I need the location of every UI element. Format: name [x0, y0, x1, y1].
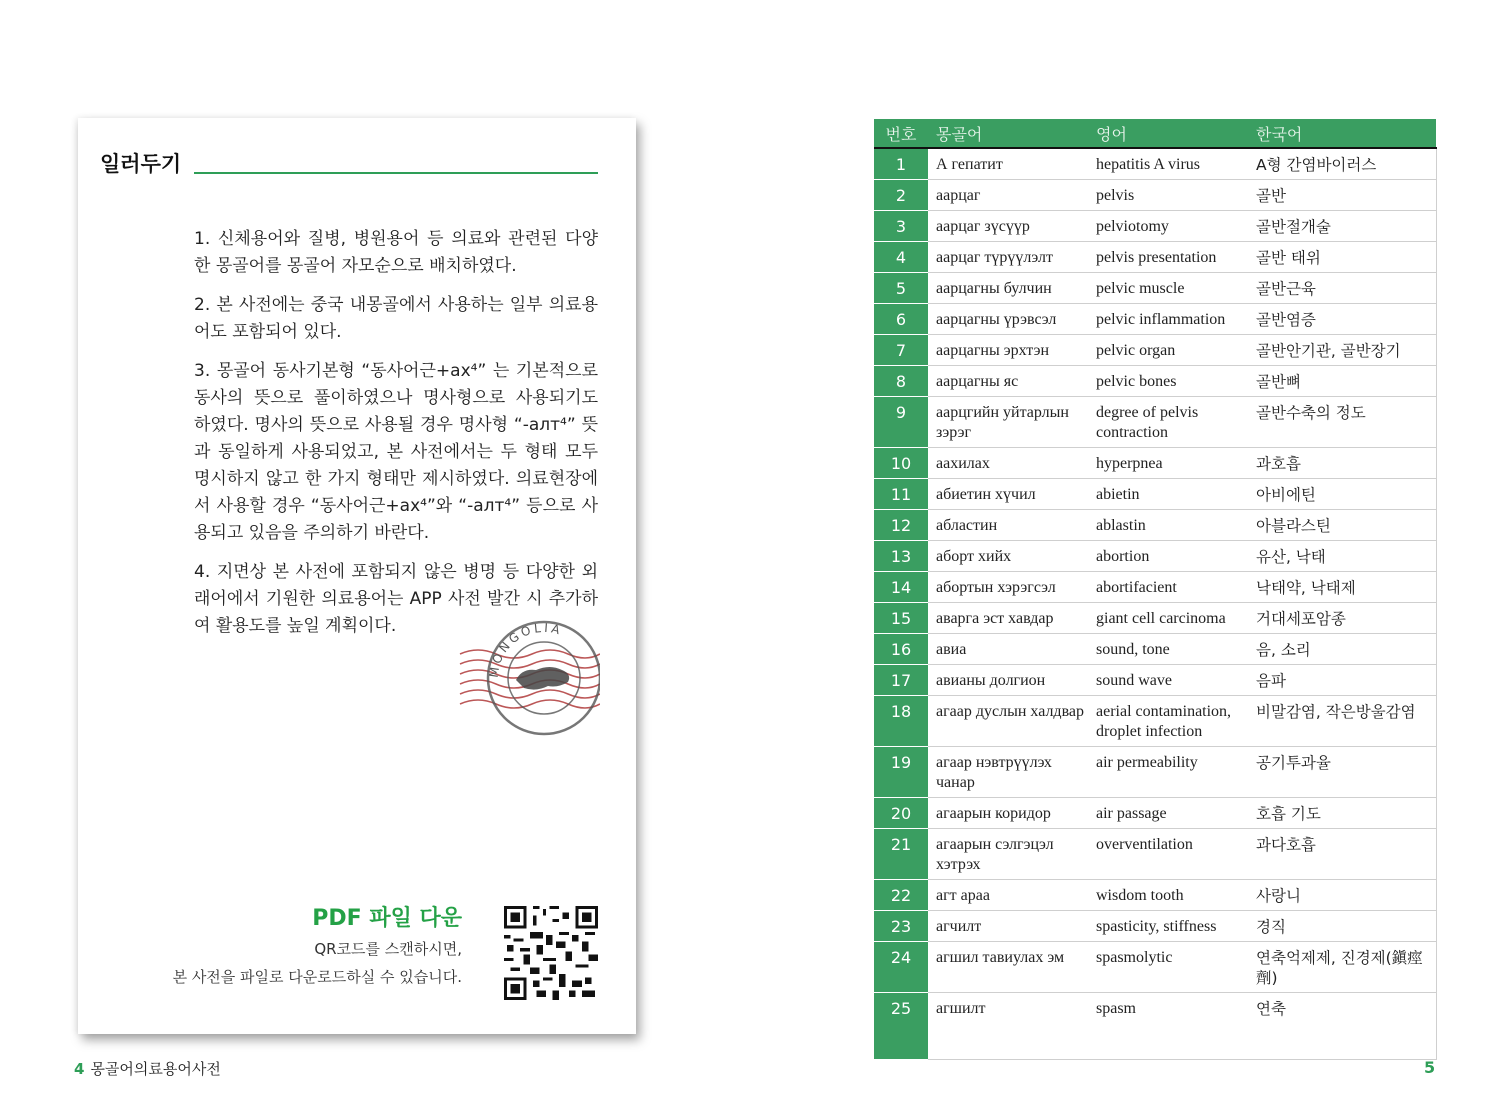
mongolian-term: абортын хэрэгсэл: [928, 572, 1088, 603]
korean-term: 골반수축의 정도: [1248, 397, 1436, 448]
row-number: 17: [874, 665, 928, 696]
table-row: [874, 634, 1436, 665]
row-number: 5: [874, 273, 928, 304]
row-number: 3: [874, 211, 928, 242]
row-number: 13: [874, 541, 928, 572]
korean-term: 연축억제제, 진경제(鎭痙劑): [1248, 942, 1436, 993]
section-title: 일러두기: [100, 152, 182, 176]
english-term: pelvic bones: [1088, 366, 1248, 397]
korean-term: 과호흡: [1248, 448, 1436, 479]
english-term: abietin: [1088, 479, 1248, 510]
mongolian-term: агаар дуслын халдвар: [928, 696, 1088, 747]
table-row: [874, 180, 1436, 211]
table-row: [874, 829, 1436, 880]
table-row: [874, 798, 1436, 829]
row-number: 2: [874, 180, 928, 211]
header-number: 번호: [874, 119, 928, 148]
note-item: 1. 신체용어와 질병, 병원용어 등 의료와 관련된 다양한 몽골어를 몽골어 자모순으로 배치하였다.: [194, 229, 598, 276]
pdf-download-title: PDF 파일 다운: [312, 906, 462, 931]
mongolian-term: абиетин хүчил: [928, 479, 1088, 510]
english-term: pelvic organ: [1088, 335, 1248, 366]
english-term: wisdom tooth: [1088, 880, 1248, 911]
qr-code-icon[interactable]: [504, 906, 598, 1000]
korean-term: 경직: [1248, 911, 1436, 942]
korean-term: 골반뼈: [1248, 366, 1436, 397]
row-number: 20: [874, 798, 928, 829]
book-title: 몽골어의료용어사전: [90, 1060, 221, 1078]
english-term: ablastin: [1088, 510, 1248, 541]
table-row: [874, 880, 1436, 911]
table-row: [874, 541, 1436, 572]
mongolian-term: авиа: [928, 634, 1088, 665]
table-row: [874, 448, 1436, 479]
table-row: [874, 148, 1436, 180]
english-term: air permeability: [1088, 747, 1248, 798]
korean-term: 공기투과율: [1248, 747, 1436, 798]
note-item: 4. 지면상 본 사전에 포함되지 않은 병명 등 다양한 외래어에서 기원한 의료용어는 APP 사전 발간 시 추가하여 활용도를 높일 계획이다.: [194, 562, 598, 636]
row-number: 14: [874, 572, 928, 603]
korean-term: 유산, 낙태: [1248, 541, 1436, 572]
row-number: 11: [874, 479, 928, 510]
korean-term: 골반안기관, 골반장기: [1248, 335, 1436, 366]
english-term: pelvic muscle: [1088, 273, 1248, 304]
english-term: pelvis presentation: [1088, 242, 1248, 273]
mongolian-term: авианы долгион: [928, 665, 1088, 696]
table-row: [874, 366, 1436, 397]
english-term: spasmolytic: [1088, 942, 1248, 993]
stamp-text: MONGOLIA: [486, 620, 565, 679]
mongolian-term: аарцагны эрхтэн: [928, 335, 1088, 366]
mongolian-term: аарцагны үрэвсэл: [928, 304, 1088, 335]
table-row: [874, 304, 1436, 335]
note-item: 2. 본 사전에는 중국 내몽골에서 사용하는 일부 의료용어도 포함되어 있다.: [194, 295, 598, 342]
mongolian-term: аарцагны яс: [928, 366, 1088, 397]
mongolian-term: аарцгийн уйтарлын зэрэг: [928, 397, 1088, 448]
english-term: air passage: [1088, 798, 1248, 829]
dictionary-table: [874, 119, 1437, 1060]
korean-term: 연축: [1248, 993, 1436, 1060]
row-number: 6: [874, 304, 928, 335]
mongolian-term: аборт хийх: [928, 541, 1088, 572]
mongolian-term: агшилт: [928, 993, 1088, 1060]
korean-term: 비말감염, 작은방울감염: [1248, 696, 1436, 747]
table-row: [874, 510, 1436, 541]
english-term: spasm: [1088, 993, 1248, 1060]
table-row: [874, 665, 1436, 696]
table-row: [874, 993, 1436, 1060]
pdf-instruction-line1: QR코드를 스캔하시면,: [314, 940, 462, 958]
row-number: 25: [874, 993, 928, 1060]
korean-term: 음, 소리: [1248, 634, 1436, 665]
table-row: [874, 242, 1436, 273]
english-term: overventilation: [1088, 829, 1248, 880]
row-number: 24: [874, 942, 928, 993]
table-row: [874, 696, 1436, 747]
table-row: [874, 911, 1436, 942]
row-number: 21: [874, 829, 928, 880]
header-english: 영어: [1088, 119, 1248, 148]
row-number: 12: [874, 510, 928, 541]
english-term: sound, tone: [1088, 634, 1248, 665]
english-term: hepatitis A virus: [1088, 148, 1248, 180]
mongolian-term: аарцагны булчин: [928, 273, 1088, 304]
mongolian-term: агаар нэвтрүүлэх чанар: [928, 747, 1088, 798]
english-term: abortion: [1088, 541, 1248, 572]
english-term: aerial contamination, droplet infection: [1088, 696, 1248, 747]
table-row: [874, 572, 1436, 603]
mongolian-term: агаарын коридор: [928, 798, 1088, 829]
table-row: [874, 211, 1436, 242]
table-row: [874, 603, 1436, 634]
english-term: abortifacient: [1088, 572, 1248, 603]
mongolian-term: аарцаг түрүүлэлт: [928, 242, 1088, 273]
row-number: 7: [874, 335, 928, 366]
row-number: 10: [874, 448, 928, 479]
pdf-instruction-line2: 본 사전을 파일로 다운로드하실 수 있습니다.: [172, 968, 462, 986]
row-number: 18: [874, 696, 928, 747]
row-number: 9: [874, 397, 928, 448]
mongolian-term: агчилт: [928, 911, 1088, 942]
row-number: 22: [874, 880, 928, 911]
mongolian-term: агшил тавиулах эм: [928, 942, 1088, 993]
mongolian-term: аарцаг: [928, 180, 1088, 211]
left-page-card: [78, 118, 636, 1034]
korean-term: 과다호흡: [1248, 829, 1436, 880]
mongolian-term: аахилах: [928, 448, 1088, 479]
table-row: [874, 747, 1436, 798]
english-term: degree of pelvis contraction: [1088, 397, 1248, 448]
english-term: pelvis: [1088, 180, 1248, 211]
table-row: [874, 942, 1436, 993]
row-number: 23: [874, 911, 928, 942]
korean-term: 골반근육: [1248, 273, 1436, 304]
korean-term: 골반: [1248, 180, 1436, 211]
header-korean: 한국어: [1248, 119, 1436, 148]
korean-term: 골반 태위: [1248, 242, 1436, 273]
mongolian-term: агаарын сэлгэцэл хэтрэх: [928, 829, 1088, 880]
table-header-row: [874, 119, 1436, 148]
title-underline: [194, 172, 598, 174]
english-term: hyperpnea: [1088, 448, 1248, 479]
row-number: 1: [874, 148, 928, 180]
row-number: 19: [874, 747, 928, 798]
mongolian-term: аварга эст хавдар: [928, 603, 1088, 634]
mongolian-term: аарцаг зүсүүр: [928, 211, 1088, 242]
english-term: giant cell carcinoma: [1088, 603, 1248, 634]
notes-list: [194, 226, 598, 652]
korean-term: 사랑니: [1248, 880, 1436, 911]
korean-term: 아비에틴: [1248, 479, 1436, 510]
english-term: pelviotomy: [1088, 211, 1248, 242]
row-number: 16: [874, 634, 928, 665]
table-row: [874, 273, 1436, 304]
row-number: 4: [874, 242, 928, 273]
left-page-footer: [74, 1058, 221, 1079]
left-page-number: 4: [74, 1060, 85, 1078]
english-term: pelvic inflammation: [1088, 304, 1248, 335]
korean-term: 골반염증: [1248, 304, 1436, 335]
english-term: sound wave: [1088, 665, 1248, 696]
korean-term: 아블라스틴: [1248, 510, 1436, 541]
mongolia-postmark-stamp: [458, 618, 600, 738]
row-number: 15: [874, 603, 928, 634]
right-page-number: 5: [1424, 1058, 1436, 1077]
korean-term: 골반절개술: [1248, 211, 1436, 242]
korean-term: 음파: [1248, 665, 1436, 696]
mongolian-term: абластин: [928, 510, 1088, 541]
row-number: 8: [874, 366, 928, 397]
mongolian-term: агт араа: [928, 880, 1088, 911]
header-mongolian: 몽골어: [928, 119, 1088, 148]
korean-term: A형 간염바이러스: [1248, 148, 1436, 180]
table-row: [874, 335, 1436, 366]
mongolian-term: А гепатит: [928, 148, 1088, 180]
table-row: [874, 397, 1436, 448]
korean-term: 호흡 기도: [1248, 798, 1436, 829]
table-row: [874, 479, 1436, 510]
korean-term: 낙태약, 낙태제: [1248, 572, 1436, 603]
korean-term: 거대세포암종: [1248, 603, 1436, 634]
english-term: spasticity, stiffness: [1088, 911, 1248, 942]
note-item: 3. 몽골어 동사기본형 “동사어근+ах⁴” 는 기본적으로 동사의 뜻으로 풀이하였으나 명사형으로 사용되기도 하였다. 명사의 뜻으로 사용될 경우 명사형 “-алт⁴” 뜻과 동일하게 사용되었고, 본 사전에서는 두 형태 모두 명시하지 않고 한 가지 형태만 제시하였다. 의료현장에서 사용할 경우 “동사어근+ах⁴”와 “-алт⁴” 등으로 사용되고 있음을 주의하기 바란다.: [194, 361, 598, 543]
